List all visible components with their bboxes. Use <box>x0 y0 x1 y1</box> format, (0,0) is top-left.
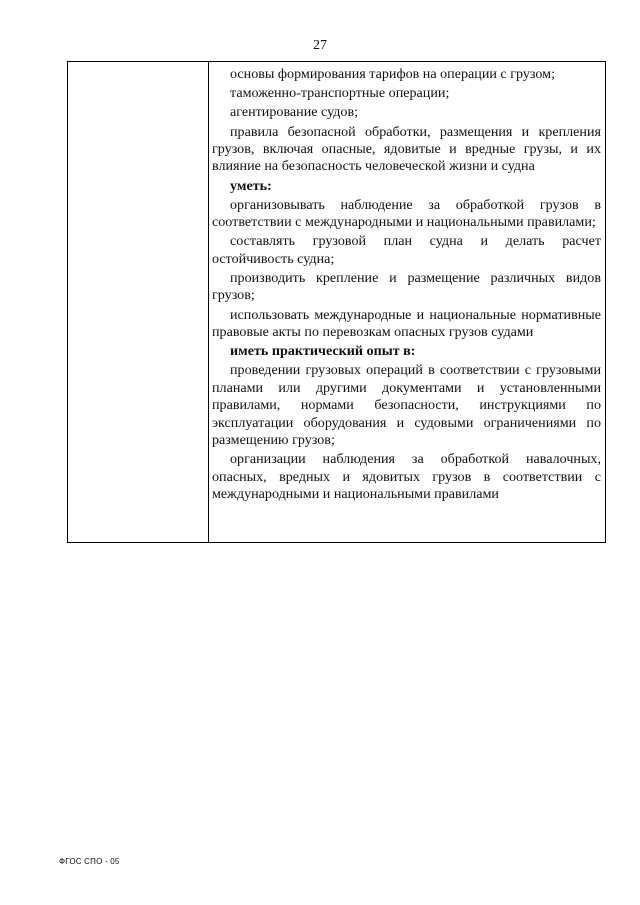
text-line: основы формирования тарифов на операции с грузом; <box>230 66 555 82</box>
text-line: составлять грузовой план судна и делать расчет остойчивость судна; <box>212 233 601 267</box>
document-footer: ФГОС СПО - 05 <box>59 857 120 866</box>
text-line: таможенно-транспортные операции; <box>230 85 450 102</box>
section-heading: иметь практический опыт в: <box>230 343 416 360</box>
text-line: использовать международные и национальные нормативные правовые акты по перевозкам опасных грузов судами <box>212 306 601 341</box>
text-line: проведении грузовых операций в соответствии с грузовыми планами или другими документами и установленными правилами, нормами безопасности, инструкциями по эксплуатации оборудования и судовыми ограничениями по размещению грузов; <box>212 362 601 449</box>
text-line: правила безопасной обработки, размещения и крепления грузов, включая опасные, ядовитые и вредные грузы, и их влияние на безопасность человеческой жизни и судна <box>212 123 601 175</box>
text-line: агентирование судов; <box>230 104 359 121</box>
requirements-cell <box>212 66 601 505</box>
content-table <box>67 61 606 543</box>
text-line: организовывать наблюдение за обработкой грузов в соответствии с международными и национальными правилами; <box>212 196 601 231</box>
text-line: производить крепление и размещение различных видов грузов; <box>212 270 601 304</box>
column-divider <box>208 62 209 542</box>
page-number: 27 <box>313 38 327 53</box>
text-line: организации наблюдения за обработкой навалочных, опасных, вредных и ядовитых грузов в соответствии с международными и национальными правилами <box>212 451 601 503</box>
section-heading: уметь: <box>230 177 272 194</box>
